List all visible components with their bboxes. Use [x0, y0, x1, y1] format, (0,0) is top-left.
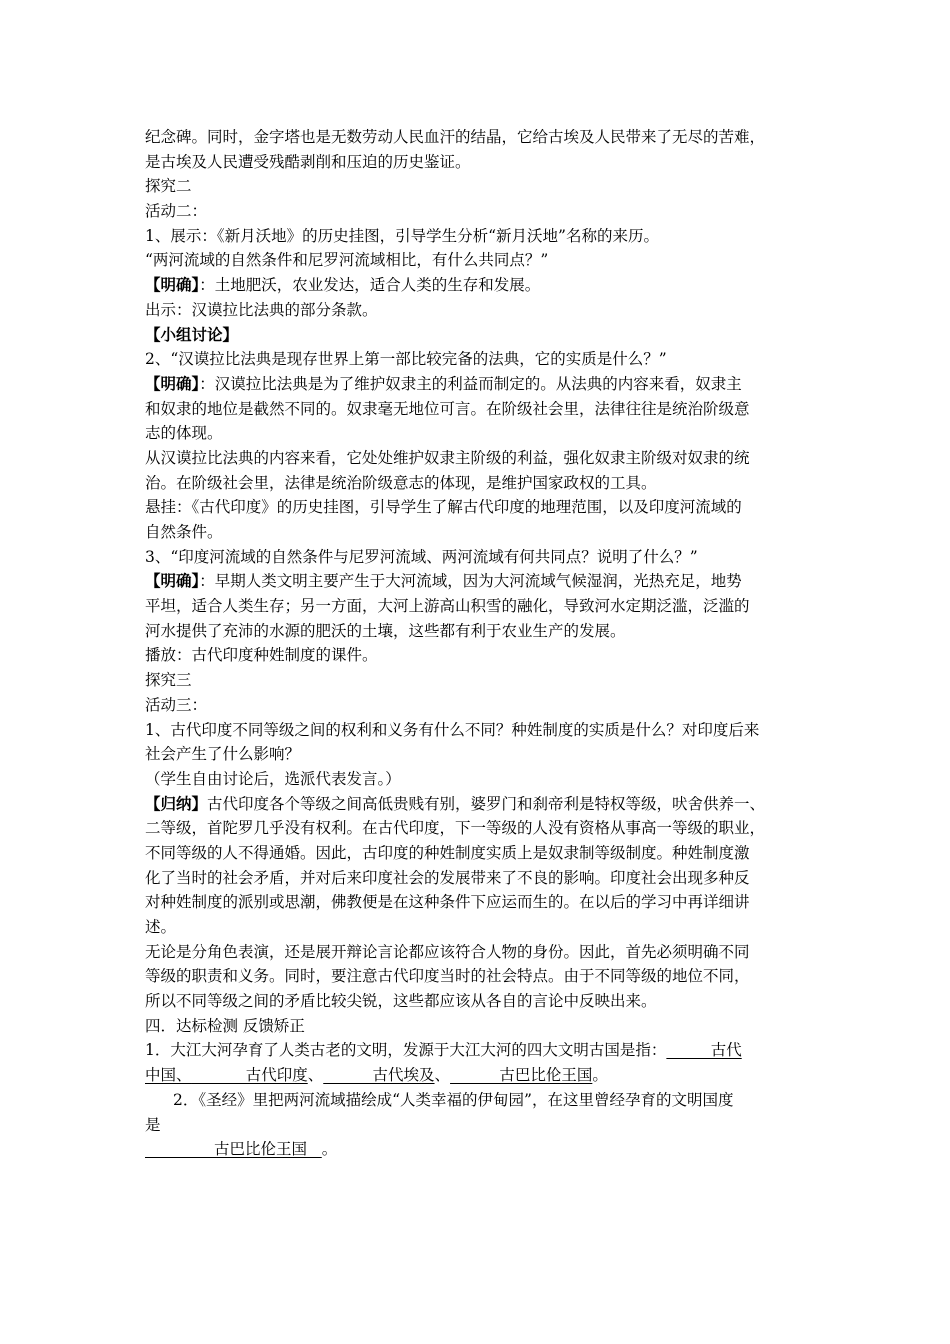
bold-label: 【小组讨论】 [145, 324, 239, 344]
answer-blank-2: 古代印度 [191, 1066, 308, 1085]
text-line: 志的体现。 [145, 424, 223, 443]
bold-label: 【归纳】 [145, 793, 208, 813]
text-line: 自然条件。 [145, 523, 223, 541]
text-line: 河水提供了充沛的水源的肥沃的土壤，这些都有利于农业生产的发展。 [145, 621, 626, 640]
text-line: 出示：汉谟拉比法典的部分条款。 [145, 300, 378, 319]
answer-blank-1a: 古代 [666, 1041, 742, 1060]
text-line: 二等级，首陀罗几乎没有权利。在古代印度，下一等级的人没有资格从事高一等级的职业， [145, 819, 766, 838]
text-line [145, 569, 810, 594]
text-line: 四．达标检测 反馈矫正 [145, 1016, 305, 1035]
text-line: 所以不同等级之间的矛盾比较尖锐，这些都应该从各自的言论中反映出来。 [145, 992, 657, 1011]
text-line: 悬挂：《古代印度》的历史挂图，引导学生了解古代印度的地理范围，以及印度河流域的 [145, 498, 742, 517]
question-2-line-3 [145, 1137, 810, 1162]
text-line [145, 792, 810, 817]
text-line: 3、“印度河流域的自然条件与尼罗河流域、两河流域有何共同点？说明了什么？” [145, 547, 698, 566]
line-text: ：汉谟拉比法典是为了维护奴隶主的利益而制定的。从法典的内容来看，奴隶主 [199, 374, 742, 393]
question-1-line-2 [145, 1063, 810, 1088]
separator: 、 [434, 1066, 451, 1085]
bold-label: 【明确】 [145, 275, 200, 295]
text-line: 无论是分角色表演，还是展开辩论言论都应该符合人物的身份。因此，首先必须明确不同 [145, 942, 750, 961]
text-line: “两河流域的自然条件和尼罗河流域相比，有什么共同点？” [145, 251, 549, 270]
text-line: 活动三： [145, 695, 208, 714]
line-text: ：土地肥沃，农业发达，适合人类的生存和发展。 [199, 276, 541, 295]
question-2-line-2 [145, 1113, 810, 1138]
question-1-end: 。 [592, 1066, 608, 1085]
text-line: 治。在阶级社会里，法律是统治阶级意志的体现，是维护国家政权的工具。 [145, 473, 657, 492]
text-line: 播放：古代印度种姓制度的课件。 [145, 646, 378, 665]
text-line: 述。 [145, 918, 177, 936]
text-line: 1、古代印度不同等级之间的权利和义务有什么不同？种姓制度的实质是什么？对印度后来 [145, 720, 760, 739]
question-2-text: 2．《圣经》里把两河流域描绘成“人类幸福的伊甸园”，在这里曾经孕育的文明国度 [173, 1090, 734, 1109]
separator: 、 [307, 1066, 324, 1085]
line-text: ：早期人类文明主要产生于大河流域，因为大河流域气候湿润，光热充足，地势 [199, 572, 742, 591]
text-line [145, 323, 810, 348]
text-line: 社会产生了什么影响？ [145, 745, 301, 764]
question-1-text: 1．大江大河孕育了人类古老的文明，发源于大江大河的四大文明古国是指： [145, 1041, 667, 1060]
text-line: 纪念碑。同时，金字塔也是无数劳动人民血汗的结晶，它给古埃及人民带来了无尽的苦难， [145, 128, 766, 146]
answer-blank-4: 古巴比伦王国 [450, 1066, 593, 1085]
answer-blank-1b: 中国 [145, 1066, 177, 1085]
text-line [145, 273, 810, 298]
text-line: 活动二： [145, 202, 208, 221]
question-2-shi: 是 [145, 1115, 161, 1134]
text-line: 对种姓制度的派别或思潮，佛教便是在这种条件下应运而生的。在以后的学习中再详细讲 [145, 893, 750, 912]
text-line: 和奴隶的地位是截然不同的。奴隶毫无地位可言。在阶级社会里，法律往往是统治阶级意 [145, 399, 750, 418]
text-line: 探究二 [145, 177, 192, 196]
separator: 、 [176, 1066, 192, 1085]
question-2-line-1 [145, 1088, 810, 1113]
text-line: 从汉谟拉比法典的内容来看，它处处维护奴隶主阶级的利益，强化奴隶主阶级对奴隶的统 [145, 448, 750, 467]
answer-blank-3: 古代埃及 [323, 1066, 435, 1085]
text-line: 探究三 [145, 671, 192, 690]
question-1-line-1 [145, 1038, 810, 1063]
text-line: 等级的职责和义务。同时，要注意古代印度当时的社会特点。由于不同等级的地位不同， [145, 967, 750, 986]
answer-blank-5: 古巴比伦王国 [145, 1140, 322, 1159]
text-line: （学生自由讨论后，选派代表发言。） [145, 769, 401, 788]
text-line: 平坦，适合人类生存；另一方面，大河上游高山积雪的融化，导致河水定期泛滥，泛滥的 [145, 597, 750, 616]
bold-label: 【明确】 [145, 571, 200, 591]
document-page [145, 125, 810, 1162]
text-line: 1、展示：《新月沃地》的历史挂图，引导学生分析“新月沃地”名称的来历。 [145, 226, 659, 245]
document-body [145, 125, 810, 1038]
question-2-end: 。 [321, 1140, 338, 1159]
text-line [145, 372, 810, 397]
line-text: 古代印度各个等级之间高低贵贱有别，婆罗门和刹帝利是特权等级，吠舍供养一、 [207, 794, 766, 813]
text-line: 2、“汉谟拉比法典是现存世界上第一部比较完备的法典，它的实质是什么？” [145, 350, 667, 369]
text-line: 化了当时的社会矛盾，并对后来印度社会的发展带来了不良的影响。印度社会出现多种反 [145, 868, 750, 887]
bold-label: 【明确】 [145, 373, 200, 393]
text-line: 不同等级的人不得通婚。因此，古印度的种姓制度实质上是奴隶制等级制度。种姓制度激 [145, 843, 750, 862]
text-line: 是古埃及人民遭受残酷剥削和压迫的历史鉴证。 [145, 152, 471, 171]
